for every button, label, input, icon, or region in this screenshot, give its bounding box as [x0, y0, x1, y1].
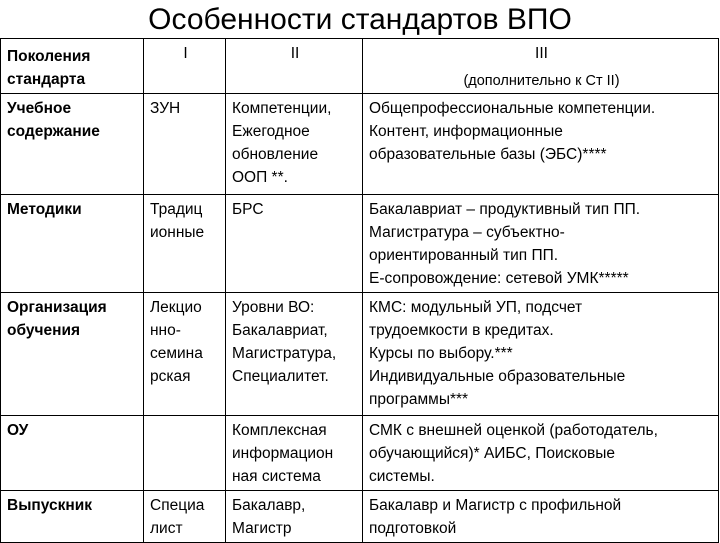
cell-line: Уровни ВО: — [232, 299, 315, 316]
generation-2-cell — [226, 195, 363, 293]
generation-3-cell — [363, 416, 719, 491]
generation-1-cell — [144, 416, 226, 491]
cell-line: ЗУН — [150, 100, 181, 117]
table-header-row — [1, 39, 719, 94]
generation-1-cell — [144, 491, 226, 543]
cell-line: Контент, информационные — [369, 123, 563, 140]
header-gen3-cell — [363, 39, 719, 94]
cell-line: Традиц — [150, 201, 203, 218]
cell-line: лист — [150, 520, 183, 537]
cell-line: Магистратура – субъектно- — [369, 224, 565, 241]
generation-2-cell — [226, 293, 363, 416]
cell-line: подготовкой — [369, 520, 457, 537]
cell-line: Выпускник — [7, 497, 93, 514]
header-label-line: стандарта — [7, 71, 86, 88]
generation-2-label: II — [290, 45, 300, 62]
page-title: Особенности стандартов ВПО — [148, 3, 572, 36]
cell-line: программы*** — [369, 391, 469, 408]
generation-3-cell — [363, 195, 719, 293]
cell-line: Ежегодное — [232, 123, 310, 140]
cell-line: Комплексная — [232, 422, 327, 439]
cell-line: Индивидуальные образовательные — [369, 368, 626, 385]
cell-line: Е-сопровождение: сетевой УМК***** — [369, 270, 629, 287]
cell-line: обучающийся)* АИБС, Поисковые — [369, 445, 615, 462]
generation-1-cell — [144, 94, 226, 195]
cell-line: ная система — [232, 468, 321, 485]
cell-line: информацион — [232, 445, 334, 462]
cell-line: ОУ — [7, 422, 29, 439]
generation-3-label: III — [535, 45, 548, 62]
generation-3-cell — [363, 293, 719, 416]
cell-line: Специа — [150, 497, 205, 514]
cell-line: Методики — [7, 201, 82, 218]
generation-1-cell — [144, 195, 226, 293]
cell-line: БРС — [232, 201, 264, 218]
cell-line: Бакалавриат, — [232, 322, 328, 339]
row-label-cell — [1, 491, 144, 543]
generation-3-cell — [363, 94, 719, 195]
table-row — [1, 293, 719, 416]
generation-2-cell — [226, 416, 363, 491]
cell-line: СМК с внешней оценкой (работодатель, — [369, 422, 658, 439]
cell-line: Курсы по выбору.*** — [369, 345, 513, 362]
generation-3-note: (дополнительно к Ст II) — [463, 73, 620, 89]
cell-line: Специалитет. — [232, 368, 329, 385]
cell-line: Магистр — [232, 520, 292, 537]
row-label-cell — [1, 416, 144, 491]
table-row — [1, 94, 719, 195]
cell-line: КМС: модульный УП, подсчет — [369, 299, 583, 316]
cell-line: рская — [150, 368, 191, 385]
cell-line: Учебное — [7, 100, 72, 117]
cell-line: системы. — [369, 468, 435, 485]
generation-2-cell — [226, 94, 363, 195]
table-row — [1, 416, 719, 491]
cell-line: обучения — [7, 322, 81, 339]
cell-line: Компетенции, — [232, 100, 332, 117]
cell-line: Организация — [7, 299, 107, 316]
header-label-cell — [1, 39, 144, 94]
generation-1-cell — [144, 293, 226, 416]
cell-line: ООП **. — [232, 169, 288, 186]
header-gen2-cell — [226, 39, 363, 94]
header-gen1-cell — [144, 39, 226, 94]
generation-1-label: I — [183, 45, 188, 62]
row-label-cell — [1, 195, 144, 293]
generation-2-cell — [226, 491, 363, 543]
cell-line: ионные — [150, 224, 205, 241]
table-row — [1, 491, 719, 543]
generation-3-cell — [363, 491, 719, 543]
cell-line: семина — [150, 345, 203, 362]
cell-line: трудоемкости в кредитах. — [369, 322, 554, 339]
cell-line: нно- — [150, 322, 181, 339]
cell-line: Бакалавриат – продуктивный тип ПП. — [369, 201, 641, 218]
table-row — [1, 195, 719, 293]
row-label-cell — [1, 293, 144, 416]
cell-line: Магистратура, — [232, 345, 337, 362]
cell-line: Бакалавр и Магистр с профильной — [369, 497, 622, 514]
header-label-line: Поколения — [7, 48, 91, 65]
cell-line: обновление — [232, 146, 319, 163]
cell-line: содержание — [7, 123, 100, 140]
cell-line: Общепрофессиональные компетенции. — [369, 100, 656, 117]
cell-line: ориентированный тип ПП. — [369, 247, 559, 264]
standards-table — [0, 38, 719, 543]
cell-line: Лекцио — [150, 299, 202, 316]
cell-line: образовательные базы (ЭБС)**** — [369, 146, 607, 163]
row-label-cell — [1, 94, 144, 195]
cell-line: Бакалавр, — [232, 497, 306, 514]
